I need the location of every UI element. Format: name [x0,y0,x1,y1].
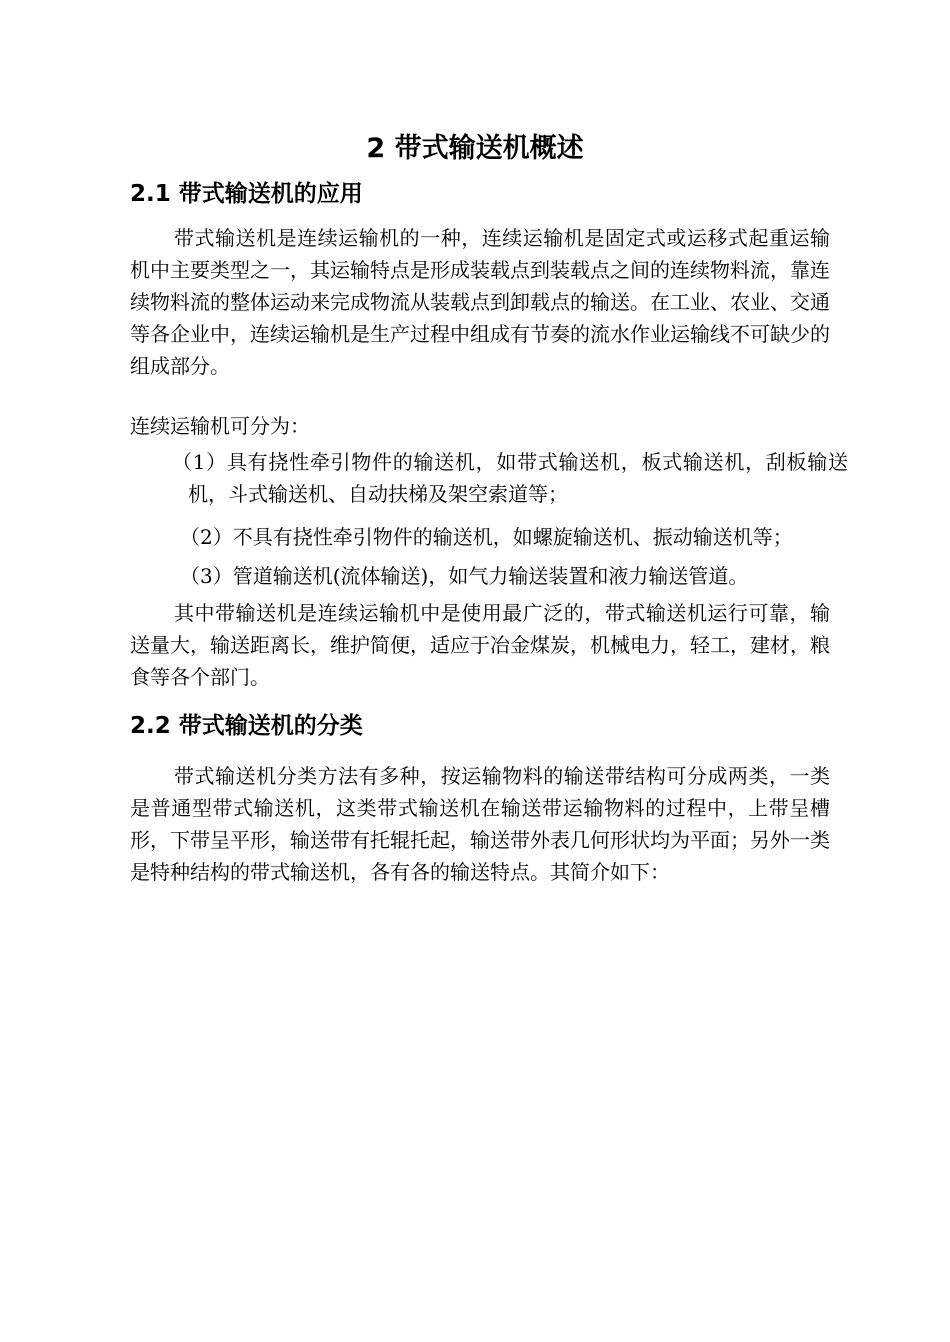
paragraph-classification: 带式输送机分类方法有多种，按运输物料的输送带结构可分成两类，一类是普通型带式输送机，这类带式输送机在输送带运输物料的过程中，上带呈槽形，下带呈平形，输送带有托辊托起，输送带外表几何形状均为平面；另外一类是特种结构的带式输送机，各有各的输送特点。其简介如下： [130,764,830,884]
list-item: （1）具有挠性牵引物件的输送机，如带式输送机，板式输送机，刮板输送机，斗式输送机、自动扶梯及架空索道等； [172,450,848,506]
paragraph-widely-used: 其中带输送机是连续运输机中是使用最广泛的，带式输送机运行可靠，输送量大，输送距离长，维护简便，适应于冶金煤炭，机械电力，轻工，建材，粮食等各个部门。 [130,601,830,689]
list-item: （3）管道输送机(流体输送)，如气力输送装置和液力输送管道。 [180,564,749,588]
list-intro: 连续运输机可分为： [130,414,310,438]
list-item: （2）不具有挠性牵引物件的输送机，如螺旋输送机、振动输送机等； [180,525,793,549]
paragraph-application: 带式输送机是连续运输机的一种，连续运输机是固定式或运移式起重运输机中主要类型之一，其运输特点是形成装载点到装载点之间的连续物料流，靠连续物料流的整体运动来完成物流从装载点到卸载点的输送。在工业、农业、交通等各企业中，连续运输机是生产过程中组成有节奏的流水作业运输线不可缺少的组成部分。 [130,226,830,378]
section-heading-2-1: 2.1 带式输送机的应用 [130,181,363,207]
chapter-title: 2 带式输送机概述 [366,133,584,164]
section-heading-2-2: 2.2 带式输送机的分类 [130,713,363,739]
